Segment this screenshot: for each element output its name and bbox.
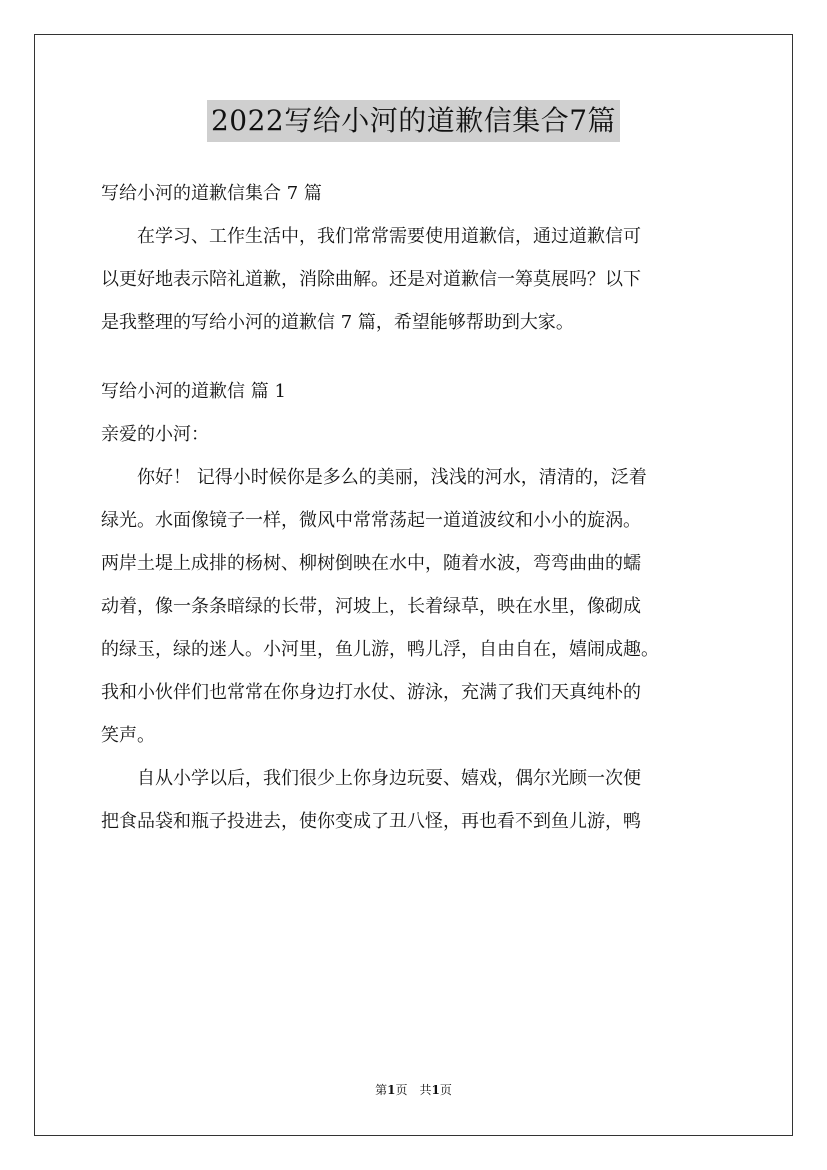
body-line: 我和小伙伴们也常常在你身边打水仗、游泳，充满了我们天真纯朴的 [101,682,641,703]
salutation-line: 亲爱的小河： [101,424,209,445]
body-line: 动着，像一条条暗绿的长带，河坡上，长着绿草，映在水里，像砌成 [101,596,641,617]
subtitle-line: 写给小河的道歉信集合 7 篇 [101,183,322,204]
body-line: 的绿玉，绿的迷人。小河里，鱼儿游，鸭儿浮，自由自在，嬉闹成趣。 [101,639,659,660]
footer-page-prefix: 第 [375,1083,388,1097]
title-container [0,100,827,142]
body-line: 把食品袋和瓶子投进去，使你变成了丑八怪，再也看不到鱼儿游，鸭 [101,811,641,832]
body-line: 笑声。 [101,725,155,746]
document-body [101,172,741,843]
footer-total-number: 1 [431,1083,440,1097]
body-line: 自从小学以后，我们很少上你身边玩耍、嬉戏，偶尔光顾一次便 [101,768,641,789]
footer-page-suffix: 页 共 [395,1083,432,1097]
footer-page-number: 1 [387,1083,396,1097]
document-title: 2022写给小河的道歉信集合7篇 [207,100,620,142]
body-line: 两岸土堤上成排的杨树、柳树倒映在水中，随着水波，弯弯曲曲的蠕 [101,553,641,574]
body-line: 你好！ 记得小时候你是多么的美丽，浅浅的河水，清清的，泛着 [101,467,647,488]
section-heading: 写给小河的道歉信 篇 1 [101,381,286,402]
intro-line: 是我整理的写给小河的道歉信 7 篇，希望能够帮助到大家。 [101,312,574,333]
footer-total-suffix: 页 [439,1083,452,1097]
body-line: 绿光。水面像镜子一样，微风中常常荡起一道道波纹和小小的旋涡。 [101,510,641,531]
intro-line: 在学习、工作生活中，我们常常需要使用道歉信，通过道歉信可 [101,226,641,247]
page-footer [0,1082,827,1098]
intro-line: 以更好地表示陪礼道歉，消除曲解。还是对道歉信一筹莫展吗？以下 [101,269,641,290]
